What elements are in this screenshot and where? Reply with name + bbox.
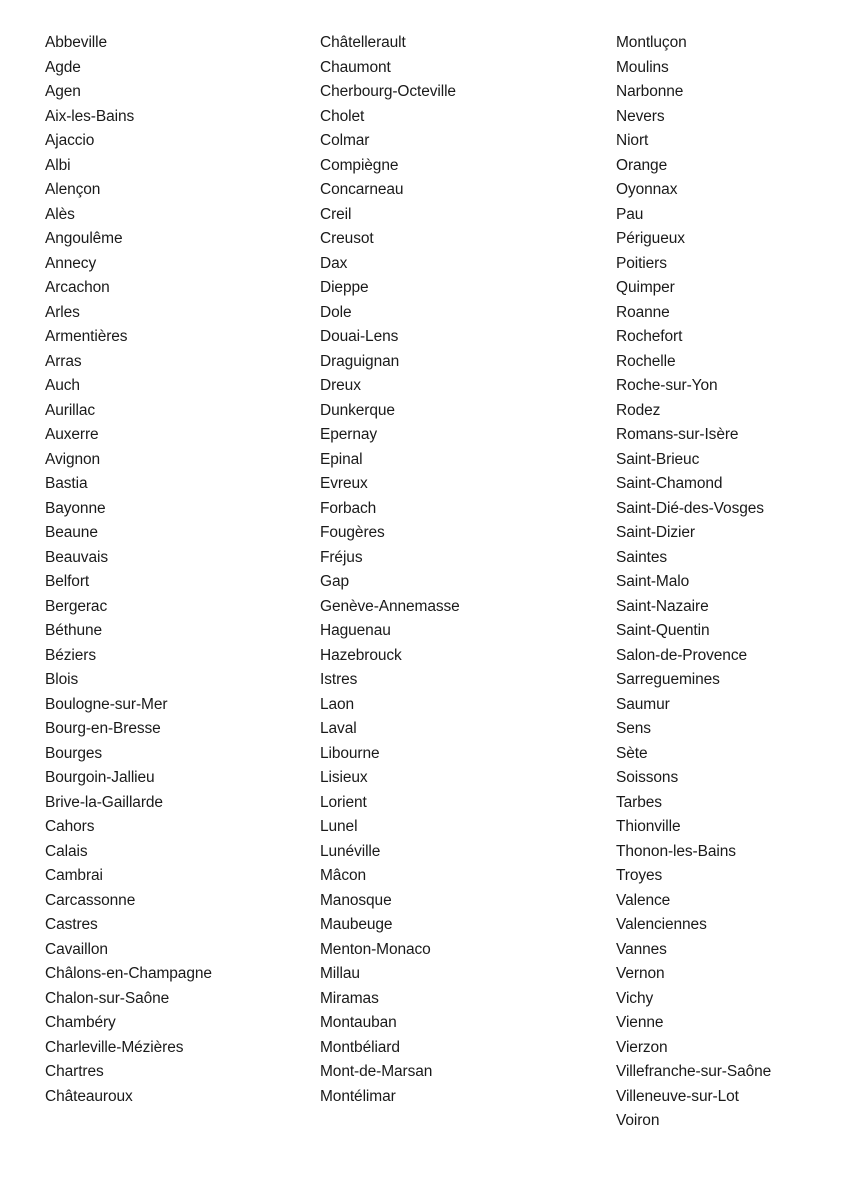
city-name: Lisieux [320,769,368,786]
city-name: Gap [320,573,349,590]
city-name: Roanne [616,303,670,321]
city-name: Laon [320,695,355,713]
city-name: Alençon [45,181,101,198]
city-name: Saint-Brieuc [616,450,700,468]
city-name: Troyes [616,867,663,884]
city-name: Beauvais [45,548,108,566]
city-name: Dreux [320,377,361,394]
city-name: Saintes [616,548,667,566]
city-name: Bayonne [45,499,106,517]
city-name: Cavaillon [45,940,108,958]
city-name: Châtellerault [320,34,406,51]
city-name: Bourg-en-Bresse [45,720,161,737]
city-name: Salon-de-Provence [616,646,747,664]
city-name: Auxerre [45,426,99,443]
city-name: Mâcon [320,867,367,884]
city-name: Evreux [320,475,368,492]
city-name: Aurillac [45,401,96,419]
city-name: Maubeuge [320,916,393,933]
city-name: Béziers [45,646,96,664]
city-name: Dax [320,254,348,272]
city-name: Sens [616,720,651,737]
city-name: Arras [45,352,82,370]
city-name: Lorient [320,793,367,811]
city-name: Avignon [45,450,101,468]
city-name: Agde [45,58,81,76]
city-name: Bourgoin-Jallieu [45,769,155,786]
city-name: Epernay [320,426,378,443]
city-name: Hazebrouck [320,646,402,664]
city-name: Arcachon [45,279,110,296]
city-name: Roche-sur-Yon [616,377,718,394]
city-name: Montluçon [616,34,687,51]
city-name: Sarreguemines [616,671,720,688]
city-column-3 [616,31,771,1134]
city-name: Dunkerque [320,401,395,419]
city-name: Saumur [616,695,670,713]
city-name: Montauban [320,1014,397,1031]
city-name: Concarneau [320,181,404,198]
city-name: Valenciennes [616,916,707,933]
city-name: Chalon-sur-Saône [45,989,170,1007]
city-name: Laval [320,720,357,737]
city-name: Chambéry [45,1014,116,1031]
city-name: Carcassonne [45,891,136,909]
city-name: Rochefort [616,328,683,345]
city-name: Colmar [320,132,370,149]
city-name: Miramas [320,989,379,1007]
city-name: Douai-Lens [320,328,399,345]
city-name: Oyonnax [616,181,678,198]
city-name: Bergerac [45,597,108,615]
city-name: Orange [616,156,668,174]
city-name: Vichy [616,989,654,1007]
city-name: Istres [320,671,358,688]
city-name: Vannes [616,940,667,958]
city-name: Fréjus [320,548,363,566]
city-name: Montbéliard [320,1038,400,1056]
city-name: Arles [45,303,80,321]
city-name: Saint-Chamond [616,475,723,492]
city-name: Niort [616,132,649,149]
city-name: Fougères [320,524,385,541]
city-name: Valence [616,891,671,909]
city-name: Haguenau [320,622,391,639]
city-name: Dieppe [320,279,369,296]
city-name: Forbach [320,499,377,517]
city-name: Pau [616,205,644,223]
city-name: Quimper [616,279,675,296]
city-name: Compiègne [320,156,399,174]
city-name: Epinal [320,450,363,468]
city-name: Lunel [320,818,358,835]
city-name: Saint-Dié-des-Vosges [616,499,764,517]
city-name: Albi [45,156,71,174]
city-name: Saint-Quentin [616,622,710,639]
city-name: Vierzon [616,1038,668,1056]
city-name: Boulogne-sur-Mer [45,695,168,713]
city-name: Cholet [320,107,365,125]
city-name: Lunéville [320,842,381,860]
city-name: Cahors [45,818,95,835]
city-name: Beaune [45,524,98,541]
city-name: Bourges [45,744,103,762]
city-column-1 [45,31,212,1109]
city-name: Annecy [45,254,97,272]
city-name: Abbeville [45,34,108,51]
city-name: Cambrai [45,867,103,884]
city-name: Blois [45,671,79,688]
city-name: Agen [45,83,81,100]
city-name: Angoulême [45,230,123,247]
city-name: Alès [45,205,75,223]
city-name: Thionville [616,818,681,835]
city-name: Béthune [45,622,103,639]
city-name: Dole [320,303,352,321]
city-name: Montélimar [320,1087,396,1105]
city-name: Belfort [45,573,90,590]
city-name: Moulins [616,58,669,76]
city-name: Libourne [320,744,380,762]
city-name: Châteauroux [45,1087,133,1105]
city-name: Saint-Malo [616,573,690,590]
city-name: Narbonne [616,83,684,100]
city-name: Ajaccio [45,132,95,149]
city-name: Charleville-Mézières [45,1038,184,1056]
city-name: Millau [320,965,360,982]
city-name: Vernon [616,965,665,982]
city-name: Chartres [45,1063,104,1080]
city-name: Mont-de-Marsan [320,1063,433,1080]
city-name: Menton-Monaco [320,940,431,958]
city-name: Voiron [616,1112,660,1129]
city-name: Vienne [616,1014,664,1031]
city-name: Rodez [616,401,661,419]
city-name: Cherbourg-Octeville [320,83,456,100]
city-name: Villeneuve-sur-Lot [616,1087,739,1105]
city-name: Périgueux [616,230,685,247]
city-name: Nevers [616,107,665,125]
city-name: Creusot [320,230,374,247]
city-name: Auch [45,377,80,394]
city-name: Draguignan [320,352,400,370]
city-name: Chaumont [320,58,391,76]
city-name: Soissons [616,769,679,786]
city-name: Villefranche-sur-Saône [616,1063,772,1080]
city-name: Brive-la-Gaillarde [45,793,163,811]
city-name: Genève-Annemasse [320,597,460,615]
city-name: Poitiers [616,254,667,272]
city-name: Châlons-en-Champagne [45,965,212,982]
city-name: Thonon-les-Bains [616,842,736,860]
city-name: Bastia [45,475,88,492]
city-name: Rochelle [616,352,676,370]
city-name: Calais [45,842,88,860]
city-name: Romans-sur-Isère [616,426,739,443]
city-name: Saint-Dizier [616,524,695,541]
city-name: Sète [616,744,648,762]
city-name: Aix-les-Bains [45,107,135,125]
city-name: Manosque [320,891,392,909]
city-name: Tarbes [616,793,662,811]
city-name: Creil [320,205,352,223]
city-name: Armentières [45,328,128,345]
city-column-2 [320,31,460,1109]
city-name: Saint-Nazaire [616,597,709,615]
city-name: Castres [45,916,98,933]
